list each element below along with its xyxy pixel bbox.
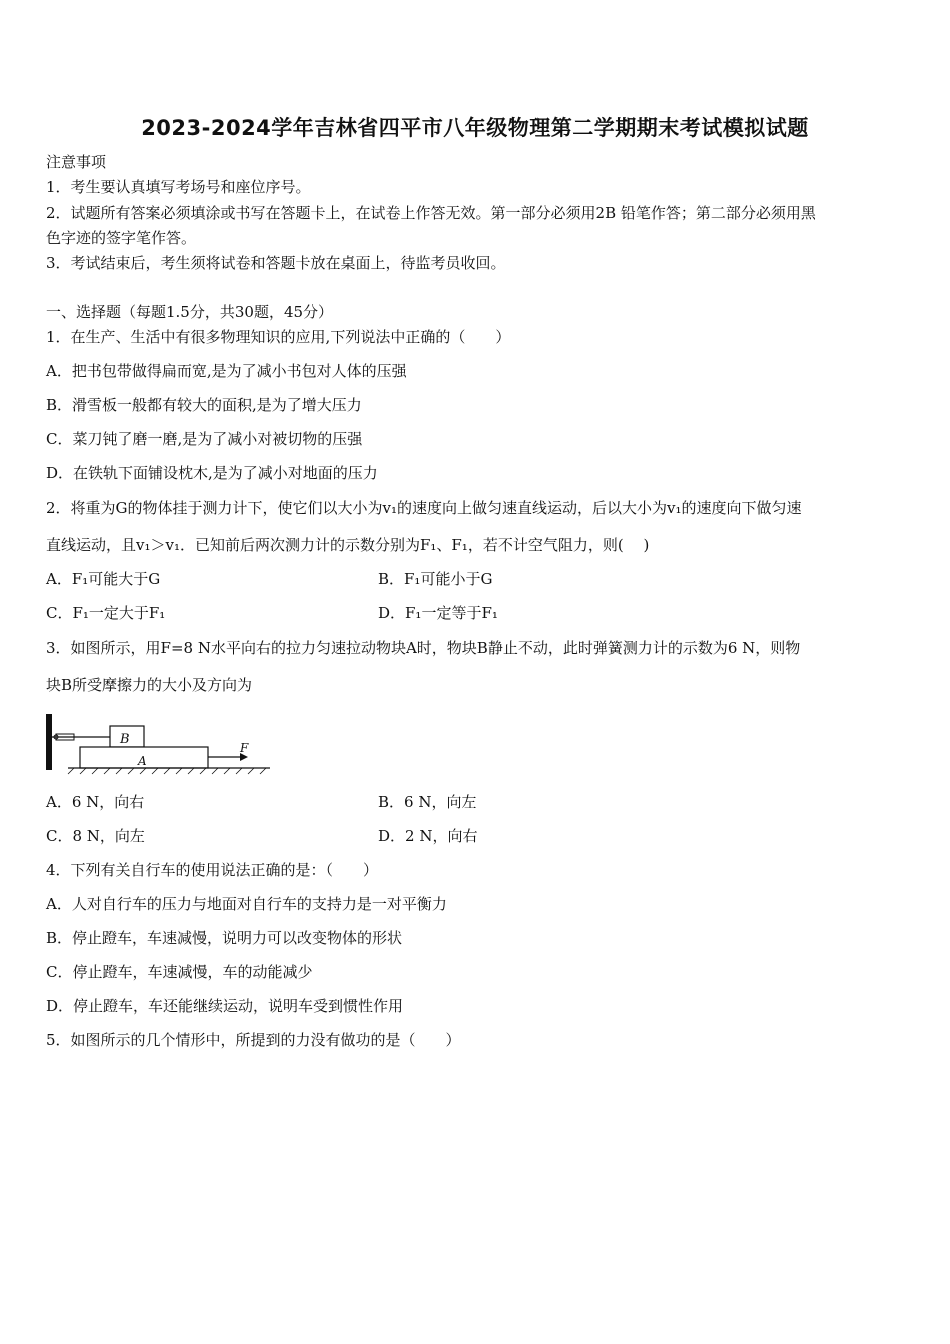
option-b: B．F₁可能小于G	[378, 570, 493, 588]
option-c: C．停止蹬车，车速减慢，车的动能减少	[46, 963, 313, 981]
block-a-label: A	[138, 754, 147, 768]
option-c: C．8 N，向左	[46, 827, 145, 845]
block-b-label: B	[120, 732, 130, 747]
notice-item: 3．考试结束后，考生须将试卷和答题卡放在桌面上，待监考员收回。	[46, 254, 506, 272]
question-stem: 4．下列有关自行车的使用说法正确的是：（ ）	[46, 861, 379, 879]
notice-item: 色字迹的签字笔作答。	[46, 229, 197, 247]
question-stem-cont: 直线运动，且v₁＞v₁．已知前后两次测力计的示数分别为F₁、F₁，若不计空气阻力，则( )	[46, 536, 650, 554]
ground-hatching	[68, 768, 266, 774]
force-label: F	[240, 741, 249, 755]
question-stem: 1．在生产、生活中有很多物理知识的应用,下列说法中正确的（ ）	[46, 328, 511, 346]
option-d: D．F₁一定等于F₁	[378, 604, 498, 622]
question-stem: 3．如图所示，用F=8 N水平向右的拉力匀速拉动物块A时，物块B静止不动，此时弹簧测力计的示数为6 N，则物	[46, 639, 801, 657]
option-a: A．把书包带做得扁而宽,是为了减小书包对人体的压强	[46, 362, 407, 380]
wall	[46, 714, 52, 770]
option-a: A．人对自行车的压力与地面对自行车的支持力是一对平衡力	[46, 895, 447, 913]
option-b: B．停止蹬车，车速减慢，说明力可以改变物体的形状	[46, 929, 403, 947]
notice-heading: 注意事项	[46, 153, 107, 171]
page-title: 2023-2024学年吉林省四平市八年级物理第二学期期末考试模拟试题	[141, 116, 809, 140]
option-c: C．F₁一定大于F₁	[46, 604, 166, 622]
section-heading: 一、选择题（每题1.5分，共30题，45分）	[46, 303, 334, 321]
notice-item: 1．考生要认真填写考场号和座位序号。	[46, 178, 311, 196]
option-d: D．停止蹬车，车还能继续运动，说明车受到惯性作用	[46, 997, 404, 1015]
block-friction-figure	[44, 710, 274, 780]
option-a: A．6 N，向右	[46, 793, 145, 811]
question-stem-cont: 块B所受摩擦力的大小及方向为	[46, 676, 253, 694]
notice-item: 2．试题所有答案必须填涂或书写在答题卡上，在试卷上作答无效。第一部分必须用2B 铅笔作答；第二部分必须用黑	[46, 204, 816, 222]
question-stem: 2．将重为G的物体挂于测力计下，使它们以大小为v₁的速度向上做匀速直线运动，后以大小为v₁的速度向下做匀速	[46, 499, 802, 517]
option-b: B．滑雪板一般都有较大的面积,是为了增大压力	[46, 396, 362, 414]
option-c: C．菜刀钝了磨一磨,是为了减小对被切物的压强	[46, 430, 363, 448]
option-b: B．6 N，向左	[378, 793, 477, 811]
question-stem: 5．如图所示的几个情形中，所提到的力没有做功的是（ ）	[46, 1031, 461, 1049]
option-a: A．F₁可能大于G	[46, 570, 161, 588]
option-d: D．在铁轨下面铺设枕木,是为了减小对地面的压力	[46, 464, 378, 482]
option-d: D．2 N，向右	[378, 827, 478, 845]
